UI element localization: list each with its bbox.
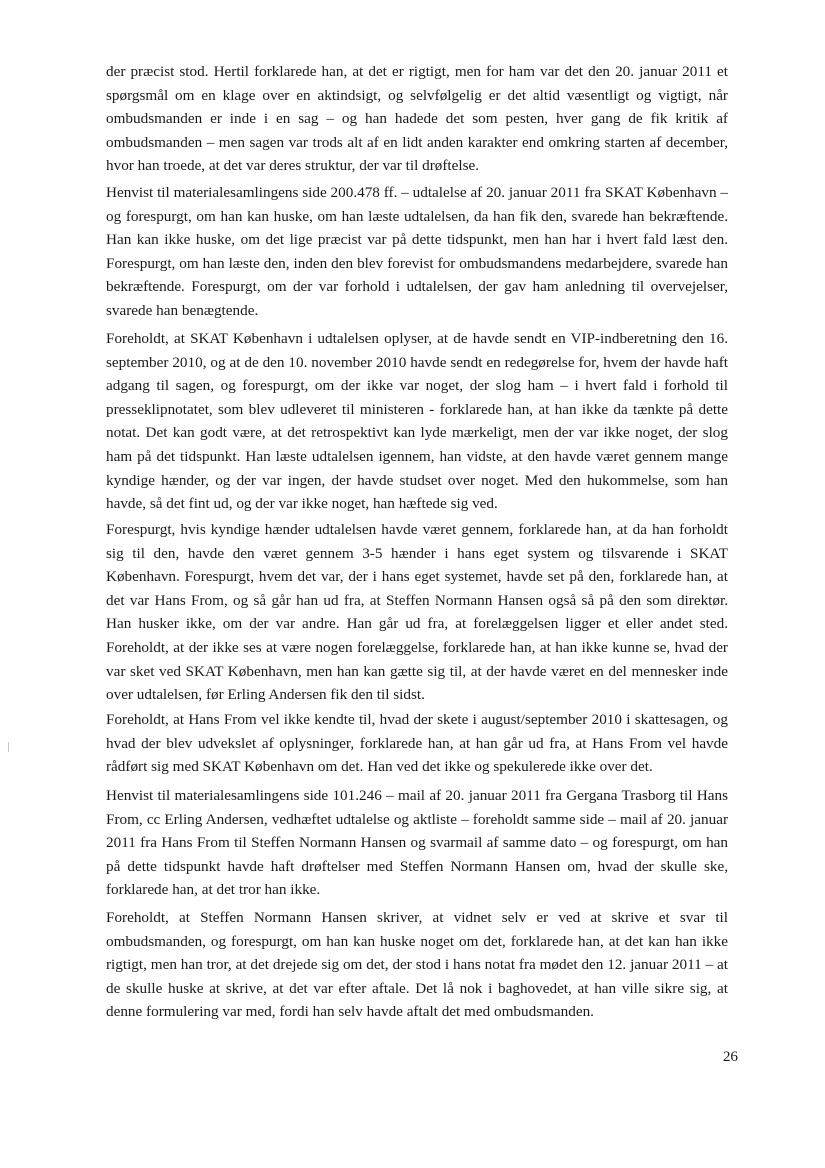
paragraph-6: Henvist til materialesamlingens side 101.246 – mail af 20. januar 2011 fra Gergana Trasborg til Hans From, cc Erling Andersen, vedhæftet udtalelse og aktliste – foreholdt samme side – mail af 20. januar 2011 fra Hans From til Steffen Normann Hansen og svarmail af samme dato – og forespurgt, om han på dette tidspunkt havde haft drøftelser med Steffen Normann Hansen om, hvad der skulle ske, forklarede han, at det tror han ikke. — [106, 787, 728, 899]
paragraph-7: Foreholdt, at Steffen Normann Hansen skriver, at vidnet selv er ved at skrive et svar til ombudsmanden, og forespurgt, om han kan huske noget om det, forklarede han, at det kan han ikke rigtigt, men han tror, at det drejede sig om det, der stod i hans notat fra mødet den 12. januar 2011 – at de skulle huske at skrive, at det var efter aftale. Det lå nok i baghovedet, at han ville sikre sig, at denne formulering var med, fordi han selv havde aftalt det med ombudsmanden. — [106, 909, 728, 1021]
paragraph-2: Henvist til materialesamlingens side 200.478 ff. – udtalelse af 20. januar 2011 fra SKAT København – og forespurgt, om han kan huske, om han læste udtalelsen, da han fik den, svarede han bekræftende. Han kan ikke huske, om det lige præcist var på dette tidspunkt, men han har i hvert fald læst den. Forespurgt, om han læste den, inden den blev forevist for ombudsmandens medarbejdere, svarede han bekræftende. Forespurgt, om der var forhold i udtalelsen, der gav ham anledning til overvejelser, svarede han benægtende. — [106, 184, 728, 319]
page-number: 26 — [722, 1048, 738, 1065]
paragraph-1: der præcist stod. Hertil forklarede han, at det er rigtigt, men for ham var det den 20. januar 2011 et spørgsmål om en klage over en aktindsigt, og selvfølgelig er det altid væsentligt og vigtigt, når ombudsmanden er inde i en sag – og han hadede det som pesten, hver gang de fik kritik af ombudsmanden – men sagen var trods alt af en lidt anden karakter end omkring starten af december, hvor han troede, at det var deres struktur, der var til drøftelse. — [106, 63, 728, 175]
paragraph-5: Foreholdt, at Hans From vel ikke kendte til, hvad der skete i august/september 2010 i skattesagen, og hvad der blev udvekslet af oplysninger, forklarede han, at han går ud fra, at Hans From vel havde rådført sig med SKAT København om det. Han ved det ikke og spekulerede ikke over det. — [106, 711, 728, 776]
scan-margin-mark — [8, 742, 9, 752]
paragraph-3: Foreholdt, at SKAT København i udtalelsen oplyser, at de havde sendt en VIP-indberetning den 16. september 2010, og at de den 10. november 2010 havde sendt en redegørelse for, hvem der havde haft adgang til sagen, og forespurgt, om der ikke var noget, der slog ham – i hvert fald i forhold til presseklipnotatet, som blev udleveret til ministeren - forklarede han, at han ikke da tænkte på dette notat. Det kan godt være, at det retrospektivt kan lyde mærkeligt, men der var ikke noget, der slog ham på det tidspunkt. Han læste udtalelsen igennem, han vidste, at den havde været gennem mange kyndige hænder, og der var ingen, der havde studset over noget. Med den hukommelse, som han havde, så det fint ud, og der var ikke noget, han hæftede sig ved. — [106, 330, 728, 513]
paragraph-4: Forespurgt, hvis kyndige hænder udtalelsen havde været gennem, forklarede han, at da han forholdt sig til den, havde den været gennem 3-5 hænder i hans eget system og tilsvarende i SKAT København. Forespurgt, hvem det var, der i hans eget systemet, havde set på den, forklarede han, at det var Hans From, og så går han ud fra, at Steffen Normann Hansen også så på den som direktør. Han husker ikke, om der var andre. Han går ud fra, at forelæggelsen ligger et eller andet sted. Foreholdt, at der ikke ses at være nogen forelæggelse, forklarede han, at han ikke kunne se, hvad der var sket ved SKAT København, men han kan gætte sig til, at der havde været en del mennesker inde over udtalelsen, før Erling Andersen fik den til sidst. — [106, 521, 728, 704]
